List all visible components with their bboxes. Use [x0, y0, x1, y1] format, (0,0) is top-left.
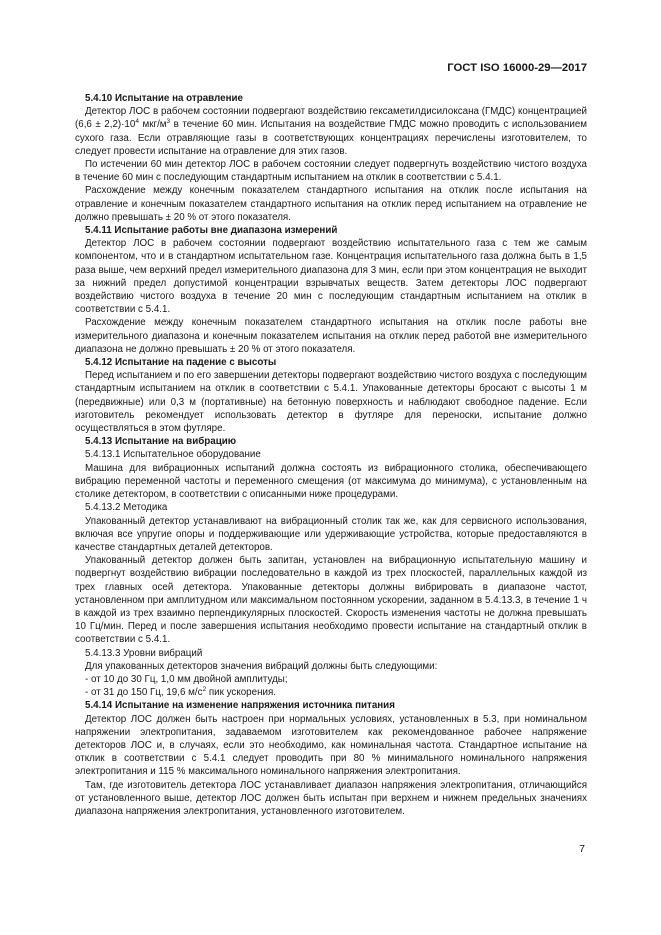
subsection-line: 5.4.13.3 Уровни вибраций	[85, 647, 203, 659]
page-number: 7	[579, 843, 585, 855]
body-paragraph: Детектор ЛОС в рабочем состоянии подвергают воздействию испытательного газа с тем же самым компонентом, что и в стандартном испытательном газе. Концентрация испытательного газа должна быть в 1,5 раза выше, чем верхний предел измерительного диапазона для 3 мин, если при этом концентрация не выходит за нижний предел допустимой концентрации взрывчатых веществ. Затем детекторы ЛОС подвергают воздействию чистого воздуха в течение 20 мин с последующим стандартным испытанием на отклик в соответствии с 5.4.1.	[75, 238, 587, 316]
subsection-line: 5.4.13.1 Испытательное оборудование	[85, 449, 261, 461]
body-paragraph: Машина для вибрационных испытаний должна состоять из вибрационного столика, обеспечивающего вибрацию переменной частоты и переменного смещения (от максимума до минимума), с установленным на столике детектором, в соответствии с описанными ниже процедурами.	[75, 462, 587, 501]
body-paragraph: Упакованный детектор устанавливают на вибрационный столик так же, как для сервисного использования, включая все упругие опоры и поддерживающие или удерживающие устройства, которые предоставляются в качестве стандартных деталей детекторов.	[75, 515, 587, 553]
body-paragraph: Расхождение между конечным показателем стандартного испытания на отклик после испытания на отравление и конечным показателем стандартного испытания на отклик перед испытанием на отравление не должно превышать ± 20 % от этого показателя.	[75, 185, 587, 223]
body-paragraph: По истечении 60 мин детектор ЛОС в рабочем состоянии следует подвергнуть воздействию чистого воздуха в течение 60 мин с последующим стандартным испытанием на отклик в соответствии с 5.4.1.	[75, 159, 587, 184]
section-heading: 5.4.14 Испытание на изменение напряжения источника питания	[85, 700, 395, 712]
subsection-line: - от 31 до 150 Гц, 19,6 $м/с^2$ пик ускорения.	[85, 686, 276, 699]
subsection-line: Для упакованных детекторов значения вибраций должны быть следующими:	[85, 660, 438, 672]
subsection-line: - от 10 до 30 Гц, 1,0 мм двойной амплитуды;	[85, 673, 288, 685]
body-paragraph: Перед испытанием и по его завершении детекторы подвергают воздействию чистого воздуха с последующим стандартным испытанием на отклик в соответствии с 5.4.1. Упакованные детекторы бросают с высоты 1 м (передвижные) или 0,3 м (портативные) на бетонную поверхность и наблюдают свободное падение. Если изготовитель рекомендует использовать детектор в футляре для переноски, испытание должно осуществляться в этом футляре.	[75, 370, 587, 435]
section-heading: 5.4.10 Испытание на отравление	[85, 93, 243, 104]
section-heading: 5.4.13 Испытание на вибрацию	[85, 436, 237, 448]
body-paragraph: Детектор ЛОС должен быть настроен при нормальных условиях, установленных в 5.3, при номинальном напряжении электропитания, задаваемом изготовителем как рекомендованное рабочее напряжение детекторов ЛОС и, в случаях, если это необходимо, как номинальная частота. Стандартное испытание на отклик в соответствии с 5.4.1 следует проводить при 80 % минимального номинального напряжения электропитания и 115 % максимального номинального напряжения электропитания.	[75, 713, 587, 778]
body-paragraph: Там, где изготовитель детектора ЛОС устанавливает диапазон напряжения электропитания, отличающийся от установленного выше, детектор ЛОС должен быть испытан при верхнем и нижнем предельных значениях диапазона напряжения электропитания, установленного изготовителем.	[75, 779, 587, 817]
body-paragraph: Детектор ЛОС в рабочем состоянии подвергают воздействию гексаметилдисилоксана (ГМДС) концентрацией $(6,6 \pm 2,2)\cdot 10^4$ мкг/$м^3$ в течение 60 мин. Испытания на воздействие ГМДС можно проводить с использованием сухого газа. Если отравляющие газы в соответствующих концентрациях перечислены изготовителем, то следует провести испытание на отравление для этих газов.	[75, 106, 588, 157]
section-heading: 5.4.12 Испытание на падение с высоты	[85, 357, 277, 369]
body-paragraph: Расхождение между конечным показателем стандартного испытания на отклик после работы вне измерительного диапазона и конечным показателем испытания на отклик перед работой вне измерительного диапазона не должно превышать ± 20 % от этого показателя.	[75, 317, 587, 355]
document-body	[75, 92, 587, 818]
subsection-line: 5.4.13.2 Методика	[85, 502, 168, 514]
body-paragraph: Упакованный детектор должен быть запитан, установлен на вибрационную испытательную машину и подвергнут воздействию вибрации последовательно в каждой из трех плоскостей, параллельных каждой из трех главных осей детектора. Упакованные детекторы должны вибрировать в диапазоне частот, установленном при амплитудном или максимальном постоянном ускорении, заданном в 5.4.13.3, в течение 1 ч в каждой из трех взаимно перпендикулярных плоскостей. Скорость изменения частоты не должна превышать 10 Гц/мин. Перед и после завершения испытания необходимо провести испытание на стандартный отклик в соответствии с 5.4.1.	[75, 555, 587, 646]
standard-header: ГОСТ ISO 16000-29—2017	[447, 62, 587, 74]
section-heading: 5.4.11 Испытание работы вне диапазона измерений	[85, 225, 338, 237]
